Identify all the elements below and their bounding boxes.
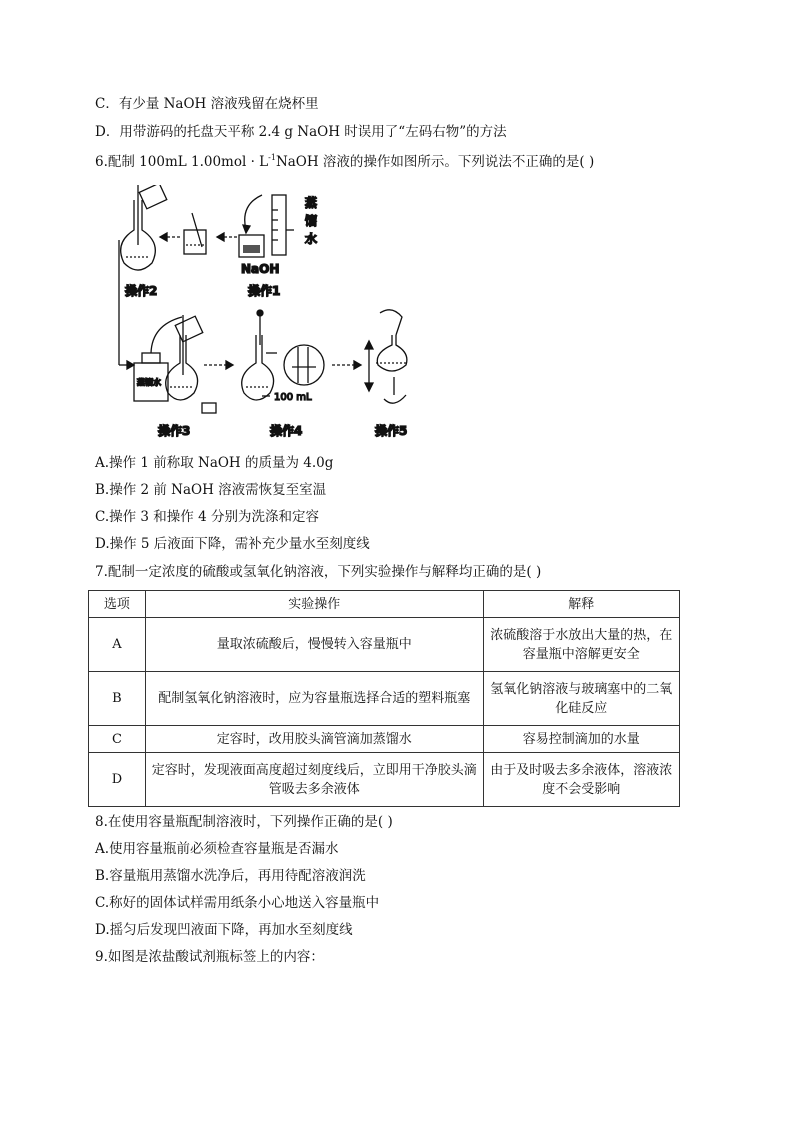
header-operation: 实验操作: [145, 591, 483, 618]
q6-option-d: D.操作 5 后液面下降，需补充少量水至刻度线: [95, 536, 370, 552]
q6-stem-prefix: 6.配制 100mL 1.00mol · L: [95, 154, 269, 170]
row-explanation: 浓硫酸溶于水放出大量的热，在容量瓶中溶解更安全: [483, 618, 679, 672]
row-explanation: 氢氧化钠溶液与玻璃塞中的二氧化硅反应: [483, 672, 679, 726]
naoh-label: NaOH: [241, 262, 280, 276]
flow-arrows: [119, 195, 361, 369]
q6-stem-suffix: NaOH 溶液的操作如图所示。下列说法不正确的是( ): [275, 154, 595, 170]
row-option: D: [89, 753, 146, 807]
table-row: [89, 672, 680, 726]
q8-stem: 8.在使用容量瓶配制溶液时，下列操作正确的是( ): [95, 814, 393, 830]
q8-option-b: B.容量瓶用蒸馏水洗净后，再用待配溶液润洗: [95, 868, 366, 884]
row-option: A: [89, 618, 146, 672]
operation-4-apparatus: [242, 310, 324, 400]
operation-1-label: 操作1: [248, 284, 281, 298]
water-label-2: 馏: [305, 214, 318, 228]
operation-4-label: 操作4: [270, 424, 303, 438]
row-explanation: 由于及时吸去多余液体，溶液浓度不会受影响: [483, 753, 679, 807]
row-option: C: [89, 726, 146, 753]
q5-option-d: D．用带游码的托盘天平称 2.4 g NaOH 时误用了“左码右物”的方法: [95, 124, 507, 140]
volume-mark-label: 100 mL: [274, 392, 312, 403]
water-label-3: 水: [305, 232, 318, 246]
table-row: [89, 618, 680, 672]
q6-stem: [95, 153, 594, 171]
row-option: B: [89, 672, 146, 726]
q5-option-c: C．有少量 NaOH 溶液残留在烧杯里: [95, 96, 319, 112]
q6-option-b: B.操作 2 前 NaOH 溶液需恢复至室温: [95, 482, 327, 498]
operation-5-apparatus: [365, 310, 408, 403]
q6-option-c: C.操作 3 和操作 4 分别为洗涤和定容: [95, 509, 319, 525]
q6-option-a: A.操作 1 前称取 NaOH 的质量为 4.0g: [95, 455, 334, 471]
operation-3-apparatus: [134, 315, 216, 413]
operation-2-apparatus: [121, 185, 206, 270]
operation-3-label: 操作3: [158, 424, 191, 438]
row-explanation: 容易控制滴加的水量: [483, 726, 679, 753]
header-explanation: 解释: [483, 591, 679, 618]
q8-option-c: C.称好的固体试样需用纸条小心地送入容量瓶中: [95, 895, 380, 911]
water-label-1: 蒸: [305, 196, 318, 210]
q6-procedure-figure: [112, 185, 432, 443]
table-row: [89, 726, 680, 753]
row-operation: 定容时，发现液面高度超过刻度线后，立即用干净胶头滴管吸去多余液体: [145, 753, 483, 807]
table-header-row: [89, 591, 680, 618]
q6-stem-unit-exponent: -1: [268, 153, 276, 162]
q9-stem: 9.如图是浓盐酸试剂瓶标签上的内容：: [95, 949, 324, 965]
q7-table: [88, 590, 680, 807]
row-operation: 量取浓硫酸后，慢慢转入容量瓶中: [145, 618, 483, 672]
table-row: [89, 753, 680, 807]
row-operation: 配制氢氧化钠溶液时，应为容量瓶选择合适的塑料瓶塞: [145, 672, 483, 726]
q8-option-a: A.使用容量瓶前必须检查容量瓶是否漏水: [95, 841, 339, 857]
q8-option-d: D.摇匀后发现凹液面下降，再加水至刻度线: [95, 922, 353, 938]
header-option: 选项: [89, 591, 146, 618]
row-operation: 定容时，改用胶头滴管滴加蒸馏水: [145, 726, 483, 753]
bottle-label: 蒸馏水: [137, 378, 161, 387]
operation-5-label: 操作5: [375, 424, 408, 438]
q7-stem: 7.配制一定浓度的硫酸或氢氧化钠溶液，下列实验操作与解释均正确的是( ): [95, 564, 542, 580]
operation-2-label: 操作2: [125, 284, 158, 298]
